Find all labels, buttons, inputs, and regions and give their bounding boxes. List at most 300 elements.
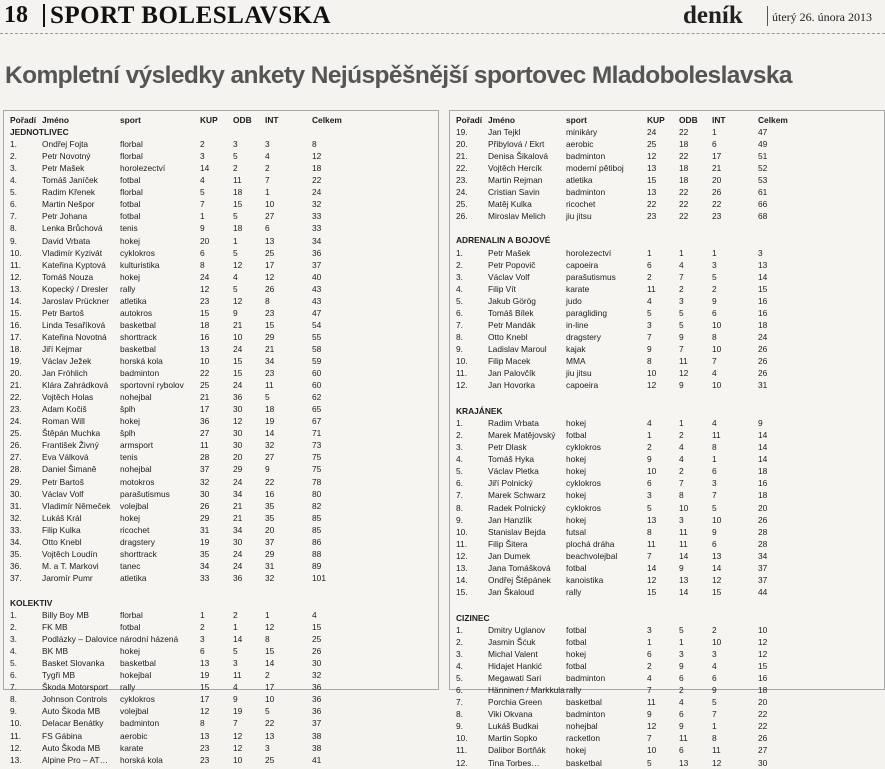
cell-name: Billy Boy MB bbox=[42, 610, 90, 620]
table-row bbox=[450, 343, 884, 355]
table-row bbox=[4, 730, 438, 742]
table-row bbox=[450, 708, 884, 720]
cell-name: Radim Vrbata bbox=[488, 418, 539, 429]
cell-total: 36 bbox=[312, 706, 322, 717]
cell-name: Hänninen / Markkula bbox=[488, 685, 565, 696]
table-row bbox=[4, 198, 438, 210]
cell-rank: 10. bbox=[456, 355, 468, 366]
cell-total: 8 bbox=[312, 139, 317, 150]
cell-total: 55 bbox=[312, 331, 322, 342]
cell-odb: 2 bbox=[679, 283, 684, 294]
cell-name: Stanislav Bejda bbox=[488, 526, 546, 537]
masthead bbox=[0, 0, 885, 30]
cell-name: Petr Bartoš bbox=[42, 476, 84, 487]
cell-name: FK MB bbox=[42, 622, 68, 633]
cell-sport: florbal bbox=[120, 151, 143, 162]
cell-name: Matěj Kulka bbox=[488, 199, 532, 210]
cell-rank: 20. bbox=[10, 368, 22, 379]
cell-sport: jiu jitsu bbox=[566, 211, 592, 222]
cell-odb: 2 bbox=[233, 163, 238, 174]
cell-name: Alpine Pro – AT… bbox=[42, 754, 108, 765]
cell-name: Václav Volf bbox=[42, 488, 84, 499]
cell-rank: 16. bbox=[10, 319, 22, 330]
cell-int: 2 bbox=[265, 163, 270, 174]
cell-rank: 2. bbox=[10, 151, 17, 162]
article-headline: Kompletní výsledky ankety Nejúspěšnější sportovec Mladoboleslavska bbox=[5, 62, 792, 89]
cell-kup: 11 bbox=[200, 440, 209, 451]
cell-name: Vladimír Kyzivát bbox=[42, 247, 103, 258]
cell-rank: 3. bbox=[456, 442, 463, 453]
cell-name: Martin Nešpor bbox=[42, 199, 95, 210]
table-row bbox=[4, 343, 438, 355]
cell-kup: 31 bbox=[200, 524, 210, 535]
cell-rank: 26. bbox=[10, 440, 22, 451]
cell-rank: 31. bbox=[10, 500, 22, 511]
cell-odb: 11 bbox=[679, 733, 688, 744]
cell-rank: 15. bbox=[10, 307, 22, 318]
cell-kup: 14 bbox=[647, 562, 657, 573]
cell-name: Viki Okvana bbox=[488, 709, 533, 720]
cell-sport: dragstery bbox=[566, 331, 601, 342]
cell-sport: dragstery bbox=[120, 536, 155, 547]
cell-int: 5 bbox=[265, 392, 270, 403]
cell-kup: 25 bbox=[647, 139, 657, 150]
cell-kup: 8 bbox=[647, 355, 652, 366]
cell-rank: 13. bbox=[10, 283, 22, 294]
cell-int: 16 bbox=[265, 488, 275, 499]
cell-kup: 10 bbox=[647, 745, 657, 756]
cell-total: 26 bbox=[758, 355, 768, 366]
cell-kup: 29 bbox=[200, 512, 210, 523]
column-header-odb: ODB bbox=[679, 115, 698, 125]
cell-name: Škoda Motorsport bbox=[42, 682, 109, 693]
table-row bbox=[4, 717, 438, 729]
cell-odb: 9 bbox=[233, 694, 238, 705]
cell-name: Petr Mašek bbox=[488, 247, 531, 258]
cell-name: Václav Ježek bbox=[42, 356, 92, 366]
table-row bbox=[4, 379, 438, 391]
cell-odb: 7 bbox=[679, 478, 684, 489]
cell-sport: badminton bbox=[566, 673, 606, 684]
table-row bbox=[4, 415, 438, 427]
cell-int: 37 bbox=[265, 536, 275, 547]
cell-kup: 6 bbox=[200, 646, 205, 657]
cell-total: 18 bbox=[312, 163, 322, 174]
cell-sport: tenis bbox=[120, 223, 138, 234]
cell-int: 29 bbox=[265, 331, 275, 342]
cell-total: 27 bbox=[758, 745, 768, 756]
cell-kup: 4 bbox=[200, 175, 205, 186]
cell-rank: 3. bbox=[456, 649, 463, 660]
cell-kup: 19 bbox=[200, 536, 210, 547]
cell-odb: 3 bbox=[233, 139, 238, 150]
cell-int: 9 bbox=[712, 685, 717, 696]
table-row bbox=[450, 465, 884, 477]
cell-rank: 4. bbox=[456, 283, 463, 294]
cell-odb: 9 bbox=[679, 562, 684, 573]
table-row bbox=[4, 633, 438, 645]
cell-sport: hokej bbox=[566, 514, 587, 525]
cell-sport: kajak bbox=[566, 343, 586, 354]
cell-int: 4 bbox=[265, 151, 270, 162]
cell-rank: 7. bbox=[456, 697, 463, 708]
cell-kup: 4 bbox=[647, 673, 652, 684]
cell-kup: 25 bbox=[200, 380, 210, 391]
cell-int: 8 bbox=[265, 634, 270, 645]
cell-int: 6 bbox=[712, 673, 717, 684]
cell-rank: 21. bbox=[10, 380, 22, 391]
cell-int: 26 bbox=[712, 187, 722, 198]
cell-rank: 23. bbox=[10, 404, 22, 415]
cell-rank: 9. bbox=[10, 235, 17, 246]
cell-name: Vojtěch Loudín bbox=[42, 548, 98, 559]
cell-sport: nohejbal bbox=[120, 464, 152, 475]
cell-total: 60 bbox=[312, 368, 322, 379]
table-row bbox=[4, 609, 438, 621]
cell-kup: 15 bbox=[200, 682, 210, 693]
cell-total: 34 bbox=[758, 550, 768, 561]
cell-sport: racketlon bbox=[566, 733, 600, 744]
cell-name: Podlázky – Dalovice bbox=[42, 634, 118, 645]
cell-int: 7 bbox=[265, 175, 270, 186]
cell-rank: 4. bbox=[456, 661, 463, 672]
table-row bbox=[450, 586, 884, 598]
cell-total: 15 bbox=[312, 622, 322, 633]
cell-name: Martin Sopko bbox=[488, 733, 538, 744]
table-row bbox=[4, 451, 438, 463]
cell-kup: 5 bbox=[200, 187, 205, 198]
cell-total: 30 bbox=[758, 757, 768, 768]
section-heading: KRAJÁNEK bbox=[456, 406, 503, 417]
table-row bbox=[450, 355, 884, 367]
table-row bbox=[4, 210, 438, 222]
cell-rank: 5. bbox=[10, 187, 17, 198]
cell-odb: 21 bbox=[233, 319, 243, 330]
column-header-kup: KUP bbox=[200, 115, 218, 125]
cell-name: Jan Palovčík bbox=[488, 368, 536, 378]
table-row bbox=[450, 367, 884, 379]
cell-kup: 35 bbox=[200, 548, 210, 559]
cell-total: 22 bbox=[758, 721, 768, 732]
cell-rank: 8. bbox=[10, 223, 17, 234]
table-row bbox=[450, 379, 884, 391]
cell-int: 8 bbox=[712, 733, 717, 744]
cell-sport: kanoistika bbox=[566, 574, 604, 585]
cell-odb: 15 bbox=[233, 368, 243, 379]
cell-total: 22 bbox=[312, 175, 322, 186]
table-row bbox=[450, 684, 884, 696]
cell-kup: 10 bbox=[200, 356, 210, 366]
cell-name: Přibylová / Ekrt bbox=[488, 139, 545, 150]
cell-kup: 1 bbox=[647, 430, 652, 441]
cell-kup: 17 bbox=[200, 694, 210, 705]
cell-odb: 10 bbox=[233, 754, 243, 765]
cell-total: 53 bbox=[758, 175, 768, 186]
cell-name: Marek Matějovský bbox=[488, 430, 556, 441]
cell-rank: 12. bbox=[10, 742, 22, 753]
table-row bbox=[4, 621, 438, 633]
cell-int: 14 bbox=[265, 428, 275, 439]
cell-kup: 9 bbox=[200, 223, 205, 234]
section-heading: ADRENALIN A BOJOVÉ bbox=[456, 235, 551, 246]
cell-rank: 33. bbox=[10, 524, 22, 535]
table-row bbox=[450, 514, 884, 526]
cell-kup: 1 bbox=[647, 637, 652, 647]
cell-kup: 7 bbox=[647, 685, 652, 696]
cell-sport: parašutismus bbox=[120, 488, 170, 499]
cell-odb: 11 bbox=[679, 355, 688, 366]
cell-odb: 10 bbox=[679, 502, 689, 513]
table-row bbox=[4, 500, 438, 512]
cell-name: Jaromír Pumr bbox=[42, 572, 93, 583]
cell-total: 37 bbox=[312, 718, 322, 729]
cell-name: Václav Volf bbox=[488, 271, 530, 282]
cell-rank: 12. bbox=[456, 757, 468, 768]
cell-odb: 22 bbox=[679, 211, 689, 222]
table-row bbox=[450, 477, 884, 489]
cell-total: 16 bbox=[758, 295, 768, 306]
cell-total: 26 bbox=[758, 514, 768, 525]
cell-odb: 29 bbox=[233, 464, 243, 475]
cell-kup: 21 bbox=[200, 392, 210, 403]
cell-int: 20 bbox=[265, 524, 275, 535]
table-row bbox=[450, 429, 884, 441]
results-column-right bbox=[449, 110, 885, 768]
cell-int: 4 bbox=[712, 418, 717, 429]
cell-rank: 1. bbox=[456, 247, 463, 258]
cell-sport: nohejbal bbox=[566, 721, 598, 732]
cell-int: 12 bbox=[712, 757, 722, 768]
cell-total: 12 bbox=[758, 637, 768, 647]
cell-rank: 12. bbox=[456, 380, 468, 391]
cell-sport: MMA bbox=[566, 355, 586, 366]
cell-kup: 12 bbox=[647, 151, 657, 162]
cell-total: 26 bbox=[758, 343, 768, 354]
cell-int: 15 bbox=[265, 319, 275, 330]
cell-int: 7 bbox=[712, 355, 717, 366]
cell-kup: 8 bbox=[647, 526, 652, 537]
cell-name: Petr Mašek bbox=[42, 163, 85, 174]
cell-odb: 5 bbox=[679, 307, 684, 318]
column-header-kup: KUP bbox=[647, 115, 665, 125]
cell-total: 85 bbox=[312, 524, 322, 535]
cell-name: Tygři MB bbox=[42, 670, 76, 681]
cell-rank: 5. bbox=[456, 295, 463, 306]
cell-int: 2 bbox=[712, 624, 717, 635]
cell-name: Porchia Green bbox=[488, 697, 542, 708]
cell-rank: 29. bbox=[10, 476, 22, 487]
cell-sport: fotbal bbox=[566, 661, 587, 672]
table-row bbox=[450, 574, 884, 586]
cell-sport: judo bbox=[566, 295, 582, 306]
cell-sport: karate bbox=[120, 742, 144, 753]
cell-sport: šplh bbox=[120, 428, 136, 439]
cell-sport: rally bbox=[566, 586, 582, 597]
cell-kup: 37 bbox=[200, 464, 210, 475]
cell-int: 17 bbox=[712, 151, 722, 162]
cell-int: 10 bbox=[712, 514, 722, 525]
cell-rank: 7. bbox=[456, 490, 463, 501]
cell-odb: 1 bbox=[233, 235, 238, 246]
cell-sport: fotbal bbox=[566, 637, 587, 647]
cell-total: 36 bbox=[312, 682, 322, 693]
cell-total: 75 bbox=[312, 452, 322, 463]
cell-kup: 12 bbox=[647, 380, 657, 391]
cell-int: 3 bbox=[265, 139, 270, 150]
column-header-rank: Pořadí bbox=[10, 115, 37, 125]
table-row bbox=[450, 186, 884, 198]
cell-rank: 27. bbox=[10, 452, 22, 463]
cell-odb: 19 bbox=[233, 706, 243, 717]
cell-kup: 27 bbox=[200, 428, 210, 439]
table-row bbox=[4, 548, 438, 560]
cell-odb: 3 bbox=[233, 658, 238, 669]
cell-name: Filip Kulka bbox=[42, 524, 81, 535]
cell-int: 3 bbox=[712, 649, 717, 660]
cell-odb: 11 bbox=[679, 526, 688, 537]
results-column-left bbox=[3, 110, 439, 765]
cell-total: 38 bbox=[312, 742, 322, 753]
cell-odb: 5 bbox=[233, 283, 238, 294]
column-header-rank: Pořadí bbox=[456, 115, 483, 125]
cell-sport: fotbal bbox=[120, 175, 141, 186]
table-row bbox=[4, 319, 438, 331]
cell-int: 13 bbox=[265, 235, 275, 246]
cell-odb: 21 bbox=[233, 500, 243, 511]
cell-odb: 6 bbox=[679, 745, 684, 756]
cell-rank: 36. bbox=[10, 560, 22, 571]
cell-name: BK MB bbox=[42, 646, 69, 657]
table-row bbox=[450, 138, 884, 150]
cell-int: 10 bbox=[712, 637, 722, 647]
cell-int: 7 bbox=[712, 709, 717, 720]
cell-odb: 18 bbox=[233, 187, 243, 198]
table-row bbox=[4, 150, 438, 162]
cell-sport: in-line bbox=[566, 319, 589, 330]
cell-sport: tanec bbox=[120, 560, 141, 571]
cell-odb: 6 bbox=[679, 673, 684, 684]
cell-kup: 5 bbox=[647, 502, 652, 513]
cell-sport: capoeira bbox=[566, 380, 599, 391]
table-row bbox=[4, 512, 438, 524]
cell-name: Ondřej Fojta bbox=[42, 139, 89, 150]
cell-rank: 6. bbox=[456, 478, 463, 489]
cell-odb: 24 bbox=[233, 560, 243, 571]
cell-int: 9 bbox=[712, 526, 717, 537]
cell-kup: 1 bbox=[647, 247, 652, 258]
cell-sport: rally bbox=[566, 685, 582, 696]
cell-odb: 12 bbox=[233, 730, 243, 741]
cell-rank: 7. bbox=[456, 319, 463, 330]
cell-odb: 9 bbox=[679, 331, 684, 342]
cell-rank: 2. bbox=[456, 637, 463, 647]
cell-int: 2 bbox=[265, 670, 270, 681]
cell-odb: 18 bbox=[679, 163, 689, 174]
cell-name: Václav Pletka bbox=[488, 466, 539, 477]
table-header-row bbox=[4, 114, 438, 126]
cell-sport: národní házená bbox=[120, 634, 179, 645]
cell-total: 36 bbox=[312, 247, 322, 258]
cell-rank: 4. bbox=[456, 454, 463, 465]
cell-name: Auto Škoda MB bbox=[42, 706, 101, 717]
table-row bbox=[450, 247, 884, 259]
cell-name: Kateřina Kyptová bbox=[42, 259, 106, 270]
cell-name: Jakub Görög bbox=[488, 295, 536, 306]
cell-int: 8 bbox=[712, 442, 717, 453]
cell-sport: fotbal bbox=[120, 199, 141, 210]
cell-kup: 13 bbox=[647, 514, 657, 525]
cell-odb: 22 bbox=[679, 187, 689, 198]
cell-kup: 6 bbox=[647, 478, 652, 489]
table-row bbox=[450, 720, 884, 732]
cell-int: 1 bbox=[712, 721, 717, 732]
cell-name: Roman Will bbox=[42, 416, 85, 427]
cell-int: 9 bbox=[712, 295, 717, 306]
cell-sport: rally bbox=[120, 283, 136, 294]
cell-odb: 2 bbox=[679, 685, 684, 696]
cell-total: 15 bbox=[758, 283, 768, 294]
cell-sport: jiu jitsu bbox=[566, 368, 592, 378]
cell-total: 71 bbox=[312, 428, 322, 439]
cell-odb: 10 bbox=[233, 331, 243, 342]
table-row bbox=[450, 502, 884, 514]
table-row bbox=[4, 742, 438, 754]
table-row bbox=[450, 526, 884, 538]
cell-total: 14 bbox=[758, 430, 768, 441]
cell-rank: 19. bbox=[456, 127, 468, 138]
cell-name: Tina Torbes… bbox=[488, 757, 540, 768]
cell-kup: 24 bbox=[200, 271, 210, 282]
cell-kup: 36 bbox=[200, 416, 210, 427]
cell-int: 32 bbox=[265, 440, 275, 451]
cell-sport: fotbal bbox=[566, 624, 587, 635]
cell-total: 4 bbox=[312, 610, 317, 620]
table-row bbox=[4, 463, 438, 475]
cell-sport: rally bbox=[120, 682, 136, 693]
cell-kup: 16 bbox=[200, 331, 210, 342]
column-header-int: INT bbox=[712, 115, 726, 125]
cell-sport: tenis bbox=[120, 452, 138, 463]
cell-kup: 15 bbox=[647, 586, 657, 597]
cell-rank: 2. bbox=[456, 430, 463, 441]
cell-sport: atletika bbox=[120, 572, 147, 583]
cell-name: David Vrbata bbox=[42, 235, 91, 246]
cell-sport: atletika bbox=[120, 295, 147, 306]
cell-sport: atletika bbox=[566, 175, 593, 186]
cell-int: 10 bbox=[712, 380, 722, 391]
cell-name: Auto Škoda MB bbox=[42, 742, 101, 753]
cell-name: Radek Polnický bbox=[488, 502, 546, 513]
column-header-odb: ODB bbox=[233, 115, 252, 125]
cell-int: 20 bbox=[712, 175, 722, 186]
table-row bbox=[450, 648, 884, 660]
cell-odb: 2 bbox=[679, 430, 684, 441]
cell-total: 18 bbox=[758, 685, 768, 696]
cell-name: Hidajet Hankić bbox=[488, 661, 542, 672]
cell-odb: 5 bbox=[679, 624, 684, 635]
cell-int: 12 bbox=[712, 574, 722, 585]
cell-name: Jan Fröhlich bbox=[42, 368, 88, 379]
cell-name: Johnson Controls bbox=[42, 694, 108, 705]
cell-kup: 13 bbox=[200, 343, 210, 354]
cell-int: 25 bbox=[265, 247, 275, 258]
cell-sport: karate bbox=[566, 283, 590, 294]
cell-total: 37 bbox=[758, 562, 768, 573]
cell-kup: 3 bbox=[647, 624, 652, 635]
cell-int: 1 bbox=[712, 247, 717, 258]
cell-kup: 10 bbox=[647, 368, 657, 378]
cell-odb: 1 bbox=[233, 622, 238, 633]
